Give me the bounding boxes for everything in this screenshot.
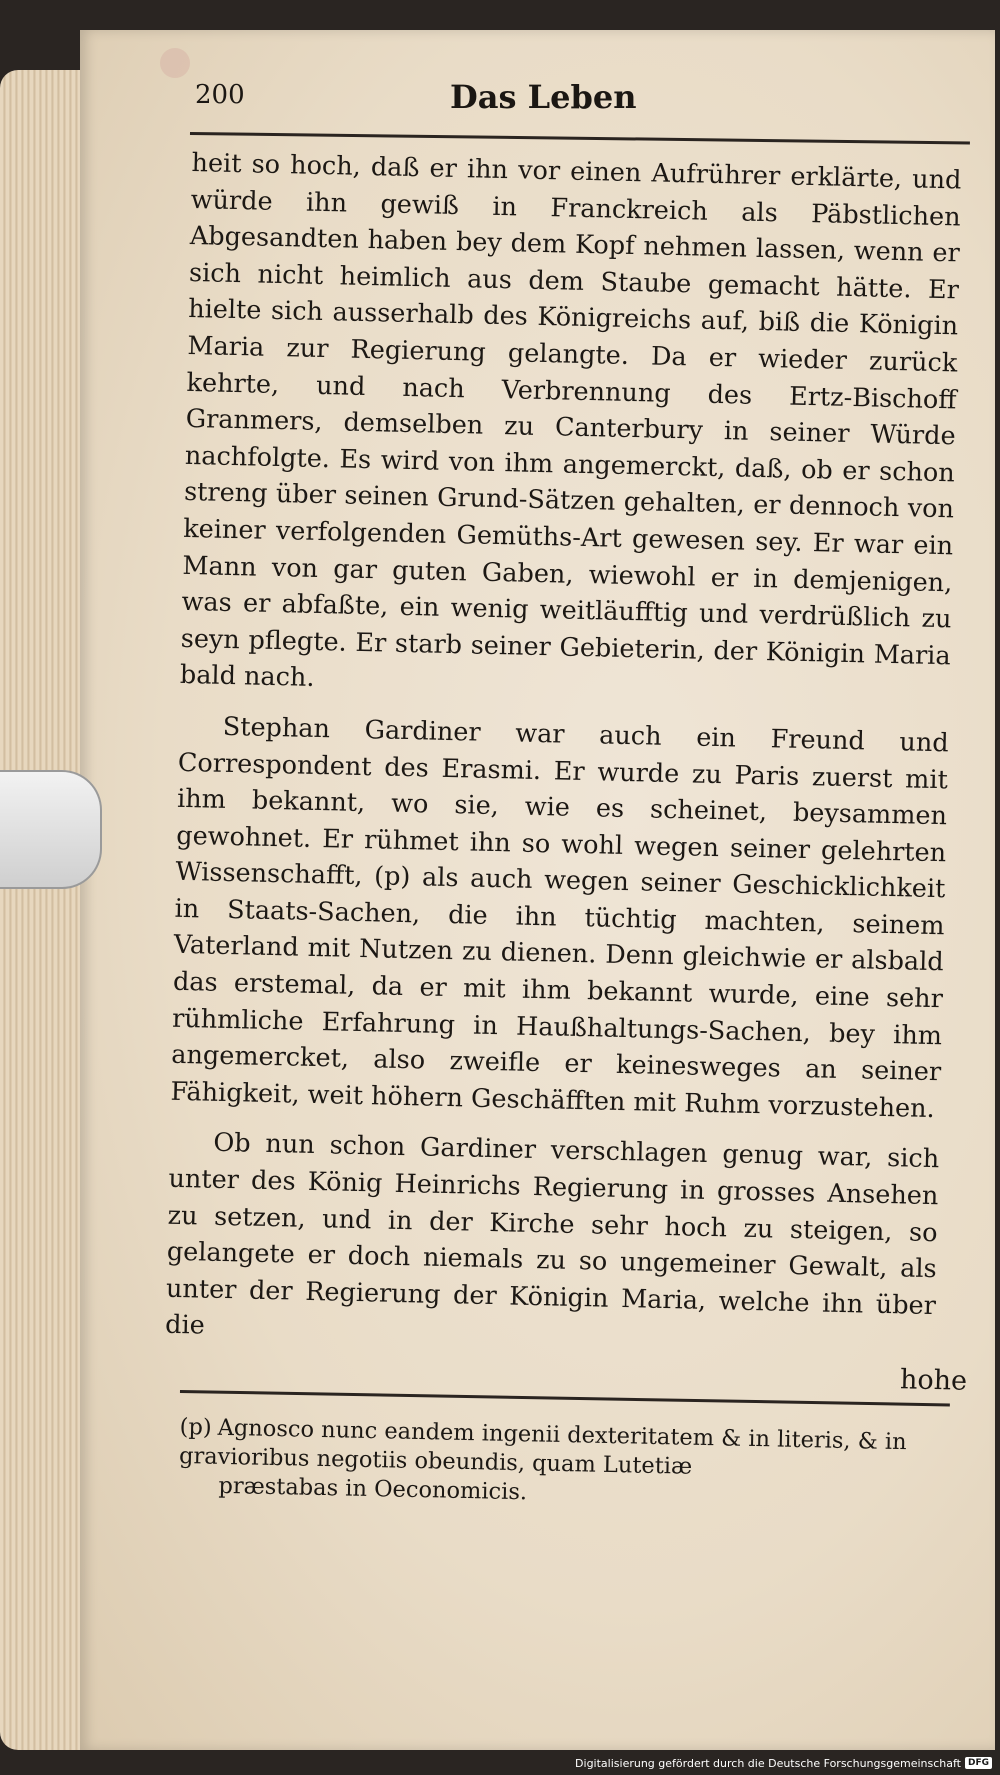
catchword: hohe (899, 1364, 968, 1397)
page-header (195, 80, 975, 120)
bookmark-tab (0, 770, 102, 889)
footnote-text: Agnosco nunc eandem ingenii dexteritatem & in literis, & in gravioribus negotiis obeundis, quam Lutetiæ (178, 1414, 907, 1480)
digitization-credit (575, 1753, 992, 1773)
body-text (165, 145, 962, 1361)
page-edges (0, 70, 92, 1750)
page-number: 200 (195, 80, 245, 110)
dfg-logo-icon: DFG (965, 1757, 992, 1769)
credit-text: Digitalisierung gefördert durch die Deutsche Forschungsgemeinschaft (575, 1756, 961, 1770)
page-stain (160, 48, 190, 78)
footnote-mark: (p) (179, 1413, 212, 1441)
footnote-text: præstabas in Oeconomicis. (218, 1472, 528, 1506)
footnote (178, 1413, 950, 1516)
running-title: Das Leben (450, 78, 637, 116)
paragraph: heit so hoch, daß er ihn vor einen Aufrührer erklärte, und würde ihn gewiß in Franckreich als Päbstlichen Abgesandten haben bey dem Kopf nehmen lassen, wenn er sich nicht heimlich aus dem Staube gemacht hätte. Er hielte sich ausserhalb des Königreichs auf, biß die Königin Maria zur Regierung gelangte. Da er wieder zurück kehrte, und nach Verbrennung des Ertz-Bischoff Granmers, demselben zu Canterbury in seiner Würde nachfolgte. Es wird von ihm angemerckt, daß, ob er schon streng über seinen Grund-Sätzen gehalten, er dennoch von keiner verfolgenden Gemüths-Art gewesen sey. Er war ein Mann von gar guten Gaben, wiewohl er in demjenigen, was er abfaßte, ein wenig weitläufftig und verdrüßlich zu seyn pflegte. Er starb seiner Gebieterin, der Königin Maria bald nach. (179, 147, 962, 694)
paragraph: Stephan Gardiner war auch ein Freund und Correspondent des Erasmi. Er wurde zu Paris zuerst mit ihm bekannt, wo sie, wie es scheinet, beysammen gewohnet. Er rühmet ihn so wohl wegen seiner gelehrten Wissenschafft, (p) als auch wegen seiner Geschicklichkeit in Staats-Sachen, die ihn tüchtig machten, seinem Vaterland mit Nutzen zu dienen. Denn gleichwie er alsbald das erstemal, da er mit ihm bekannt wurde, eine sehr rühmliche Erfahrung in Haußhaltungs-Sachen, bey ihm angemercket, also zweifle er keinesweges an seiner Fähigkeit, weit höhern Geschäfften mit Ruhm vorzustehen. (170, 711, 949, 1124)
paragraph: Ob nun schon Gardiner verschlagen genug war, sich unter des König Heinrichs Regierung in grosses Ansehen zu setzen, und in der Kirche sehr hoch zu steigen, so gelangete er doch niemals zu so ungemeiner Gewalt, als unter der Regierung der Königin Maria, welche ihn über die (164, 1128, 940, 1341)
